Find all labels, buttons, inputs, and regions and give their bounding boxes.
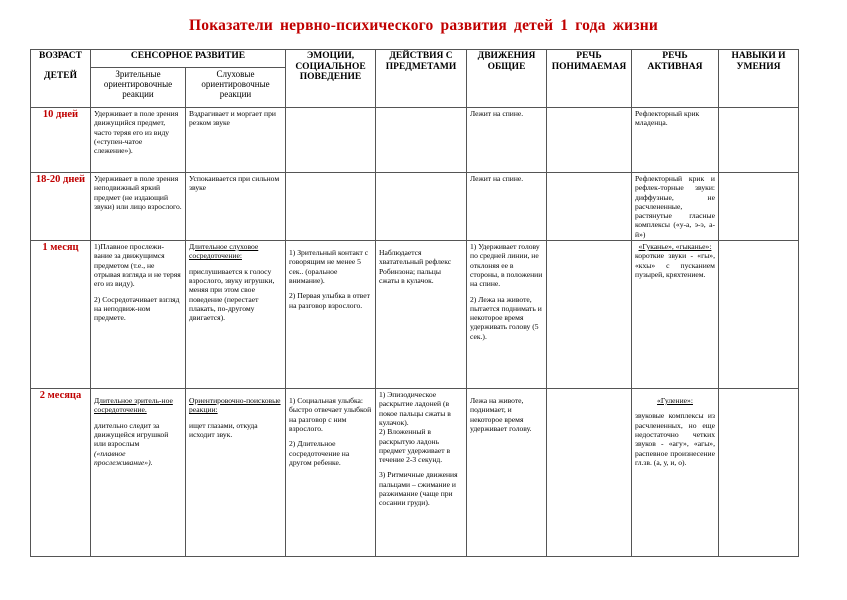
table-row bbox=[31, 108, 799, 173]
visual-cell: Удерживает в поле зрения движущийся предмет, часто теряя его из виду («ступен-чатое слежение»). bbox=[91, 108, 186, 173]
speech-active-cell: «Гуление»: звуковые комплексы из расчлененных, но еще недостаточно четких звуков - «агу», «агы», распевное произнесение гл.зв. (а, у, и, о). bbox=[632, 389, 719, 557]
visual-cell: Удерживает в поле зрения неподвижный яркий предмет (не издающий звуки) или лицо взрослого. bbox=[91, 173, 186, 241]
emotions-cell bbox=[286, 108, 376, 173]
movements-cell: Лежит на спине. bbox=[467, 173, 547, 241]
skills-cell bbox=[719, 389, 799, 557]
header-actions: ДЕЙСТВИЯ С ПРЕДМЕТАМИ bbox=[376, 50, 467, 108]
emotions-cell: 1) Зрительный контакт с говорящим не менее 5 сек.. (оральное внимание). 2) Первая улыбка в ответ на разговор взрослого. bbox=[286, 241, 376, 389]
header-sensory: СЕНСОРНОЕ РАЗВИТИЕ bbox=[91, 50, 286, 68]
speech-active-cell: Рефлекторный крик младенца. bbox=[632, 108, 719, 173]
age-cell: 1 месяц bbox=[31, 241, 91, 389]
auditory-cell: Успокаивается при сильном звуке bbox=[186, 173, 286, 241]
auditory-cell: Длительное слуховое сосредоточение: прислушивается к голосу взрослого, звуку игрушки, меняя при этом свое поведение (перестает плакать, по-другому двигается). bbox=[186, 241, 286, 389]
development-table bbox=[30, 49, 799, 557]
actions-cell bbox=[376, 173, 467, 241]
speech-understood-cell bbox=[547, 389, 632, 557]
header-skills: НАВЫКИ И УМЕНИЯ bbox=[719, 50, 799, 108]
header-speech-understood: РЕЧЬ ПОНИМАЕМАЯ bbox=[547, 50, 632, 108]
actions-cell: 1) Эпизодическое раскрытие ладоней (в покое пальцы сжаты в кулачок). 2) Вложенный в раскрытую ладонь предмет удерживает в течение 2-3 секунд. 3) Ритмичные движения пальцами – сжимание и разжимание (чаще при сосании груди). bbox=[376, 389, 467, 557]
age-cell: 2 месяца bbox=[31, 389, 91, 557]
movements-cell: Лежит на спине. bbox=[467, 108, 547, 173]
header-emotions: ЭМОЦИИ, СОЦИАЛЬНОЕ ПОВЕДЕНИЕ bbox=[286, 50, 376, 108]
header-auditory: Слуховые ориентировочные реакции bbox=[186, 68, 286, 108]
speech-understood-cell bbox=[547, 108, 632, 173]
actions-cell bbox=[376, 108, 467, 173]
age-cell: 10 дней bbox=[31, 108, 91, 173]
speech-understood-cell bbox=[547, 173, 632, 241]
actions-cell: Наблюдается хватательный рефлекс Робинзона; пальцы сжаты в кулачок. bbox=[376, 241, 467, 389]
movements-cell: Лежа на животе, поднимает, и некоторое время удерживает голову. bbox=[467, 389, 547, 557]
movements-cell: 1) Удерживает голову по средней линии, не отклоняя ее в стороны, в положении на спине. 2) Лежа на животе, пытается поднимать и некоторое время удерживать голову (5 сек.). bbox=[467, 241, 547, 389]
speech-active-cell: Рефлекторный крик и рефлек-торные звуки: диффузные, не расчлененные, растянутые гласные комплексы («у-а, э-э, а-й») bbox=[632, 173, 719, 241]
speech-active-cell: «Гуканье», «гыканье»: короткие звуки - «гы», «кхы» с пусканием пузырей, кряхтением. bbox=[632, 241, 719, 389]
header-speech-active: РЕЧЬ АКТИВНАЯ bbox=[632, 50, 719, 108]
header-movements: ДВИЖЕНИЯ ОБЩИЕ bbox=[467, 50, 547, 108]
visual-cell: Длительное зритель-ное сосредоточение. длительно следит за движущейся игрушкой или взрослым («плавное прослеживание»). bbox=[91, 389, 186, 557]
skills-cell bbox=[719, 108, 799, 173]
skills-cell bbox=[719, 241, 799, 389]
auditory-cell: Ориентировочно-поисковые реакции: ищет глазами, откуда исходит звук. bbox=[186, 389, 286, 557]
table-row bbox=[31, 173, 799, 241]
skills-cell bbox=[719, 173, 799, 241]
emotions-cell: 1) Социальная улыбка: быстро отвечает улыбкой на разговор с ним взрослого. 2) Длительное сосредоточение на другом ребенке. bbox=[286, 389, 376, 557]
visual-cell: 1)Плавное прослежи-вание за движущимся предметом (т.е., не отрывая взгляда и не теряя его из виду). 2) Сосредотачивает взгляд на неподвиж-ном предмете. bbox=[91, 241, 186, 389]
table-row bbox=[31, 241, 799, 389]
header-visual: Зрительные ориентировочные реакции bbox=[91, 68, 186, 108]
header-age: ВОЗРАСТ ДЕТЕЙ bbox=[31, 50, 91, 108]
age-cell: 18-20 дней bbox=[31, 173, 91, 241]
table-row bbox=[31, 389, 799, 557]
speech-understood-cell bbox=[547, 241, 632, 389]
emotions-cell bbox=[286, 173, 376, 241]
page-title: Показатели нервно-психического развития детей 1 года жизни bbox=[189, 17, 658, 34]
auditory-cell: Вздрагивает и моргает при резком звуке bbox=[186, 108, 286, 173]
